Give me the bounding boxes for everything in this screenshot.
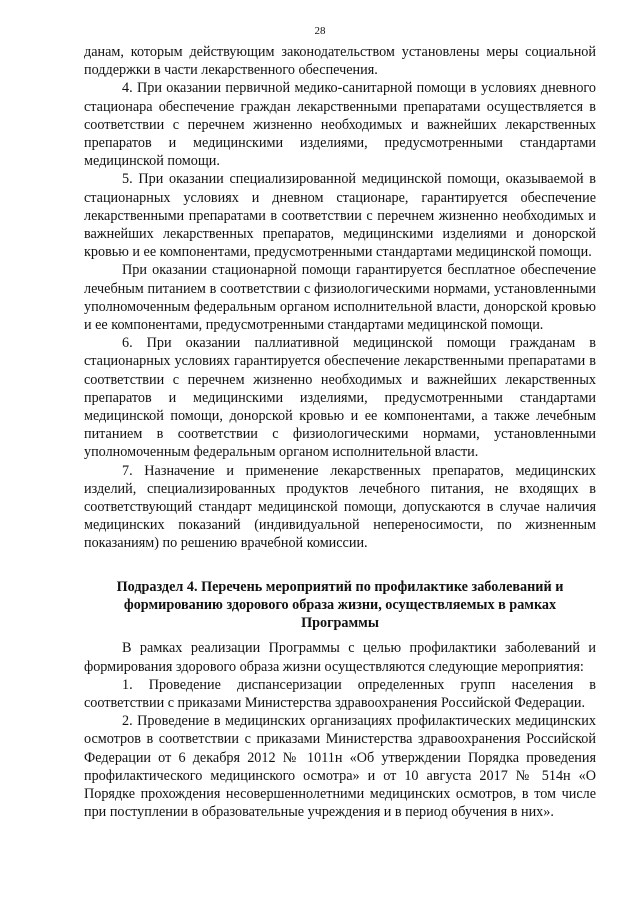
paragraph: При оказании стационарной помощи гарантируется бесплатное обеспечение лечебным питанием в соответствии с физиологическими нормами, установленными уполномоченным федеральным органом исполнительной власти, донорской кровью и ее компонентами, предусмотренными стандартами медицинской помощи. xyxy=(84,262,596,334)
paragraph: 1. Проведение диспансеризации определенных групп населения в соответствии с приказами Министерства здравоохранения Российской Федерации. xyxy=(84,676,596,711)
page-number: 28 xyxy=(314,25,326,37)
paragraph: данам, которым действующим законодательством установлены меры социальной поддержки в части лекарственного обеспечения. xyxy=(84,44,596,79)
paragraph: 4. При оказании первичной медико-санитарной помощи в условиях дневного стационара обеспечение граждан лекарственными препаратами осуществляется в соответствии с перечнем жизненно необходимых и важнейших лекарственных препаратов и медицинскими изделиями, предусмотренными стандартами медицинской помощи. xyxy=(84,80,596,170)
paragraph: 7. Назначение и применение лекарственных препаратов, медицинских изделий, специализированных продуктов лечебного питания, не входящих в соответствующий стандарт медицинской помощи, допускаются в случае наличия медицинских показаний (индивидуальной непереносимости, по жизненным показаниям) по решению врачебной комиссии. xyxy=(84,462,596,552)
paragraph: 2. Проведение в медицинских организациях профилактических медицинских осмотров в соответствии с приказами Министерства здравоохранения Российской Федерации от 6 декабря 2012 № 1011н «Об утверждении Порядка проведения профилактического медицинского осмотра» и от 10 августа 2017 № 514н «О Порядке прохождения несовершеннолетними медицинских осмотров, в том числе при поступлении в образовательные учреждения и в период обучения в них». xyxy=(84,713,596,821)
paragraph: В рамках реализации Программы с целью профилактики заболеваний и формирования здорового образа жизни осуществляются следующие мероприятия: xyxy=(84,640,596,675)
paragraph: 5. При оказании специализированной медицинской помощи, оказываемой в стационарных условиях и дневном стационаре, гарантируется обеспечение лекарственными препаратами в соответствии с перечнем жизненно необходимых и важнейших лекарственных препаратов, медицинскими изделиями и донорской кровью и ее компонентами, предусмотренными стандартами медицинской помощи. xyxy=(84,171,596,261)
paragraph: 6. При оказании паллиативной медицинской помощи гражданам в стационарных условиях гарантируется обеспечение лекарственными препаратами в соответствии с перечнем жизненно необходимых и важнейших лекарственных препаратов и медицинскими изделиями, предусмотренными стандартами медицинской помощи, донорской кровью и ее компонентами, а также лечебным питанием в соответствии с физиологическими нормами, установленными уполномоченным федеральным органом исполнительной власти. xyxy=(84,335,596,461)
section-heading: Подраздел 4. Перечень мероприятий по профилактике заболеваний и формированию здорового образа жизни, осуществляемых в рамках Программы xyxy=(116,578,564,632)
body-text xyxy=(84,43,596,821)
